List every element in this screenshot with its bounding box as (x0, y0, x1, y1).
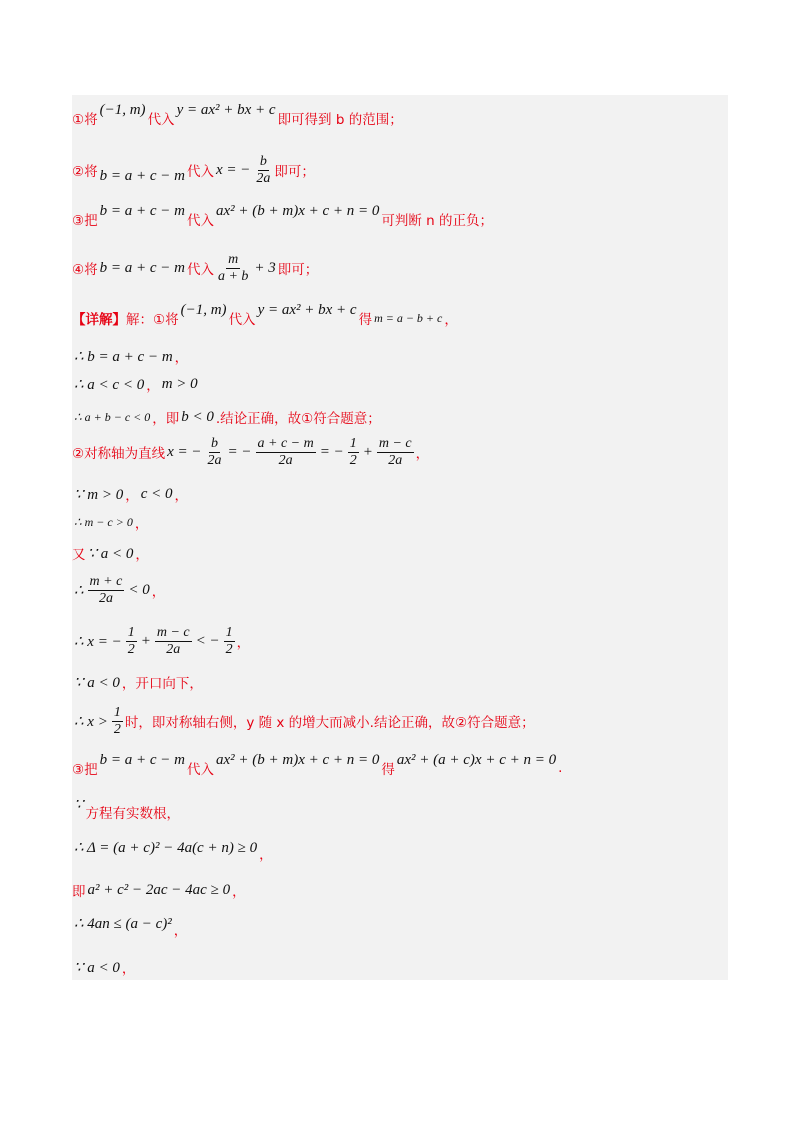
solution-line-9 (72, 437, 429, 467)
punctuation: ， (135, 547, 149, 563)
punctuation: ， (173, 923, 188, 939)
hint-text: ②将 (72, 164, 98, 180)
punctuation: ， (236, 635, 251, 651)
math-expr: = − (319, 443, 344, 460)
hint-line-1 (72, 103, 403, 133)
denominator: 2a (388, 452, 403, 468)
solution-text: 得 (358, 312, 373, 328)
math-expr: m > 0 (161, 375, 198, 392)
denominator: 2a (278, 452, 293, 468)
punctuation: ， (125, 488, 139, 504)
detail-label: 【详解】 (72, 312, 126, 328)
solution-line-6 (72, 341, 188, 371)
solution-text: .结论正确，故①符合题意； (215, 411, 381, 427)
numerator: 1 (349, 435, 357, 451)
math-expr: c < 0 (140, 485, 173, 502)
math-expr: ∴ x > (74, 713, 108, 730)
math-expr: ax² + (b + m)x + c + n = 0 (215, 202, 380, 219)
math-expr: b = a + c − m (99, 167, 185, 184)
math-expr: ∵ a < 0 (74, 674, 120, 691)
solution-line-11 (72, 507, 148, 537)
math-expr: ∵ a < 0 (87, 545, 134, 562)
numerator: m + c (89, 573, 123, 589)
fraction (155, 625, 192, 658)
math-expr: ∴ Δ = (a + c)² − 4a(c + n) ≥ 0 (74, 839, 258, 856)
denominator: 2 (113, 721, 121, 737)
math-expr: ∵ m > 0 (74, 486, 124, 503)
denominator: 2 (225, 641, 233, 657)
hint-text: 即可得到 b 的范围； (277, 112, 403, 128)
denominator: 2a (207, 452, 222, 468)
solution-text: ②对称轴为直线 (72, 446, 166, 462)
solution-text: 代入 (186, 762, 214, 778)
punctuation: . (558, 760, 563, 776)
fraction (112, 705, 123, 738)
math-expr: x = − (215, 161, 251, 178)
solution-line-7 (72, 369, 200, 399)
math-expr: ∴ 4an ≤ (a − c)² (74, 915, 172, 932)
punctuation: ， (134, 516, 149, 532)
solution-line-19 (72, 832, 273, 862)
math-expr: < − (195, 632, 220, 649)
denominator: 2a (256, 170, 271, 186)
math-expr: y = ax² + bx + c (257, 301, 357, 318)
solution-text: 又 (72, 547, 86, 563)
solution-text: ，即 (152, 411, 180, 427)
hint-line-4 (72, 253, 318, 283)
math-expr: a² + c² − 2ac − 4ac ≥ 0 (87, 881, 231, 898)
numerator: b (211, 435, 219, 451)
math-expr: + (140, 632, 151, 649)
math-expr: ∴ x = − (74, 633, 122, 650)
solution-line-8 (72, 402, 381, 432)
fraction (88, 574, 125, 607)
solution-text: 解：①将 (126, 312, 179, 328)
math-expr: = − (227, 443, 252, 460)
hint-text: 即可； (277, 262, 319, 278)
math-expr: (−1, m) (180, 301, 227, 318)
hint-text: 即可； (274, 164, 315, 180)
solution-line-18 (72, 797, 180, 827)
fraction (216, 252, 250, 285)
hint-text: 可判断 n 的正负； (381, 213, 494, 229)
denominator: 2a (166, 641, 181, 657)
numerator: a + c − m (257, 435, 314, 451)
solution-line-15 (72, 667, 203, 697)
punctuation: ， (444, 312, 458, 328)
solution-line-22 (72, 952, 135, 982)
math-expr: ∵ a < 0 (74, 959, 120, 976)
solution-text: ，开口向下， (121, 676, 203, 692)
math-expr: (−1, m) (99, 101, 146, 118)
solution-line-20 (72, 875, 246, 905)
hint-line-2 (72, 155, 315, 185)
solution-text: 得 (381, 762, 395, 778)
fraction (254, 154, 272, 187)
fraction (348, 436, 359, 469)
fraction (377, 436, 414, 469)
solution-line-10 (72, 479, 188, 509)
math-expr: ∴ a + b − c < 0 (74, 409, 151, 424)
fraction (256, 436, 316, 469)
math-expr: b = a + c − m (99, 751, 185, 768)
numerator: 1 (225, 624, 233, 640)
solution-line-5 (72, 303, 458, 333)
hint-text: 代入 (147, 112, 175, 128)
math-expr: ∵ (74, 796, 84, 813)
math-expr: x = − (167, 443, 202, 460)
solution-line-17 (72, 753, 562, 783)
numerator: 1 (127, 624, 135, 640)
numerator: m − c (156, 624, 190, 640)
punctuation: ， (174, 488, 189, 504)
numerator: m (228, 251, 239, 267)
fraction (224, 625, 235, 658)
solution-text: ③把 (72, 762, 98, 778)
math-expr: ∴ (74, 582, 84, 599)
solution-line-13 (72, 575, 165, 605)
hint-text: 代入 (186, 164, 214, 180)
hint-text: 代入 (186, 262, 214, 278)
punctuation: ， (232, 884, 246, 900)
numerator: 1 (113, 704, 121, 720)
math-expr: b < 0 (181, 408, 214, 425)
math-expr: m = a − b + c (374, 310, 443, 325)
numerator: b (259, 153, 267, 169)
numerator: m − c (378, 435, 412, 451)
solution-line-12 (72, 538, 149, 568)
solution-text: 方程有实数根， (85, 806, 181, 822)
punctuation: ， (415, 446, 430, 462)
hint-text: ④将 (72, 262, 98, 278)
fraction (126, 625, 137, 658)
punctuation: ， (151, 584, 166, 600)
solution-line-14 (72, 626, 250, 656)
math-expr: ∴ a < c < 0 (74, 376, 145, 393)
denominator: 2a (98, 590, 113, 606)
hint-text: 代入 (186, 213, 214, 229)
denominator: 2 (349, 452, 357, 468)
solution-line-21 (72, 908, 187, 938)
punctuation: ， (174, 350, 189, 366)
math-expr: ax² + (b + m)x + c + n = 0 (215, 751, 380, 768)
math-expr: b = a + c − m (99, 202, 185, 219)
denominator: 2 (127, 641, 135, 657)
solution-text: 即 (72, 884, 86, 900)
math-expr: + (362, 443, 373, 460)
hint-text: ①将 (72, 112, 98, 128)
math-expr: ∴ m − c > 0 (74, 514, 133, 529)
solution-line-16 (72, 706, 535, 736)
fraction (206, 436, 224, 469)
punctuation: ， (259, 847, 273, 863)
math-expr: ax² + (a + c)x + c + n = 0 (396, 751, 557, 768)
solution-text: 代入 (228, 312, 256, 328)
solution-text: 时，即对称轴右侧，y 随 x 的增大而减小.结论正确，故②符合题意； (124, 715, 535, 731)
math-expr: b = a + c − m (99, 259, 185, 276)
punctuation: ， (146, 378, 160, 394)
math-expr: y = ax² + bx + c (176, 101, 276, 118)
math-expr: ∴ b = a + c − m (74, 348, 173, 365)
denominator: a + b (217, 268, 249, 284)
math-expr: + 3 (254, 259, 276, 276)
hint-line-3 (72, 204, 493, 234)
math-expr: < 0 (128, 581, 150, 598)
hint-text: ③把 (72, 213, 98, 229)
punctuation: ， (121, 961, 136, 977)
